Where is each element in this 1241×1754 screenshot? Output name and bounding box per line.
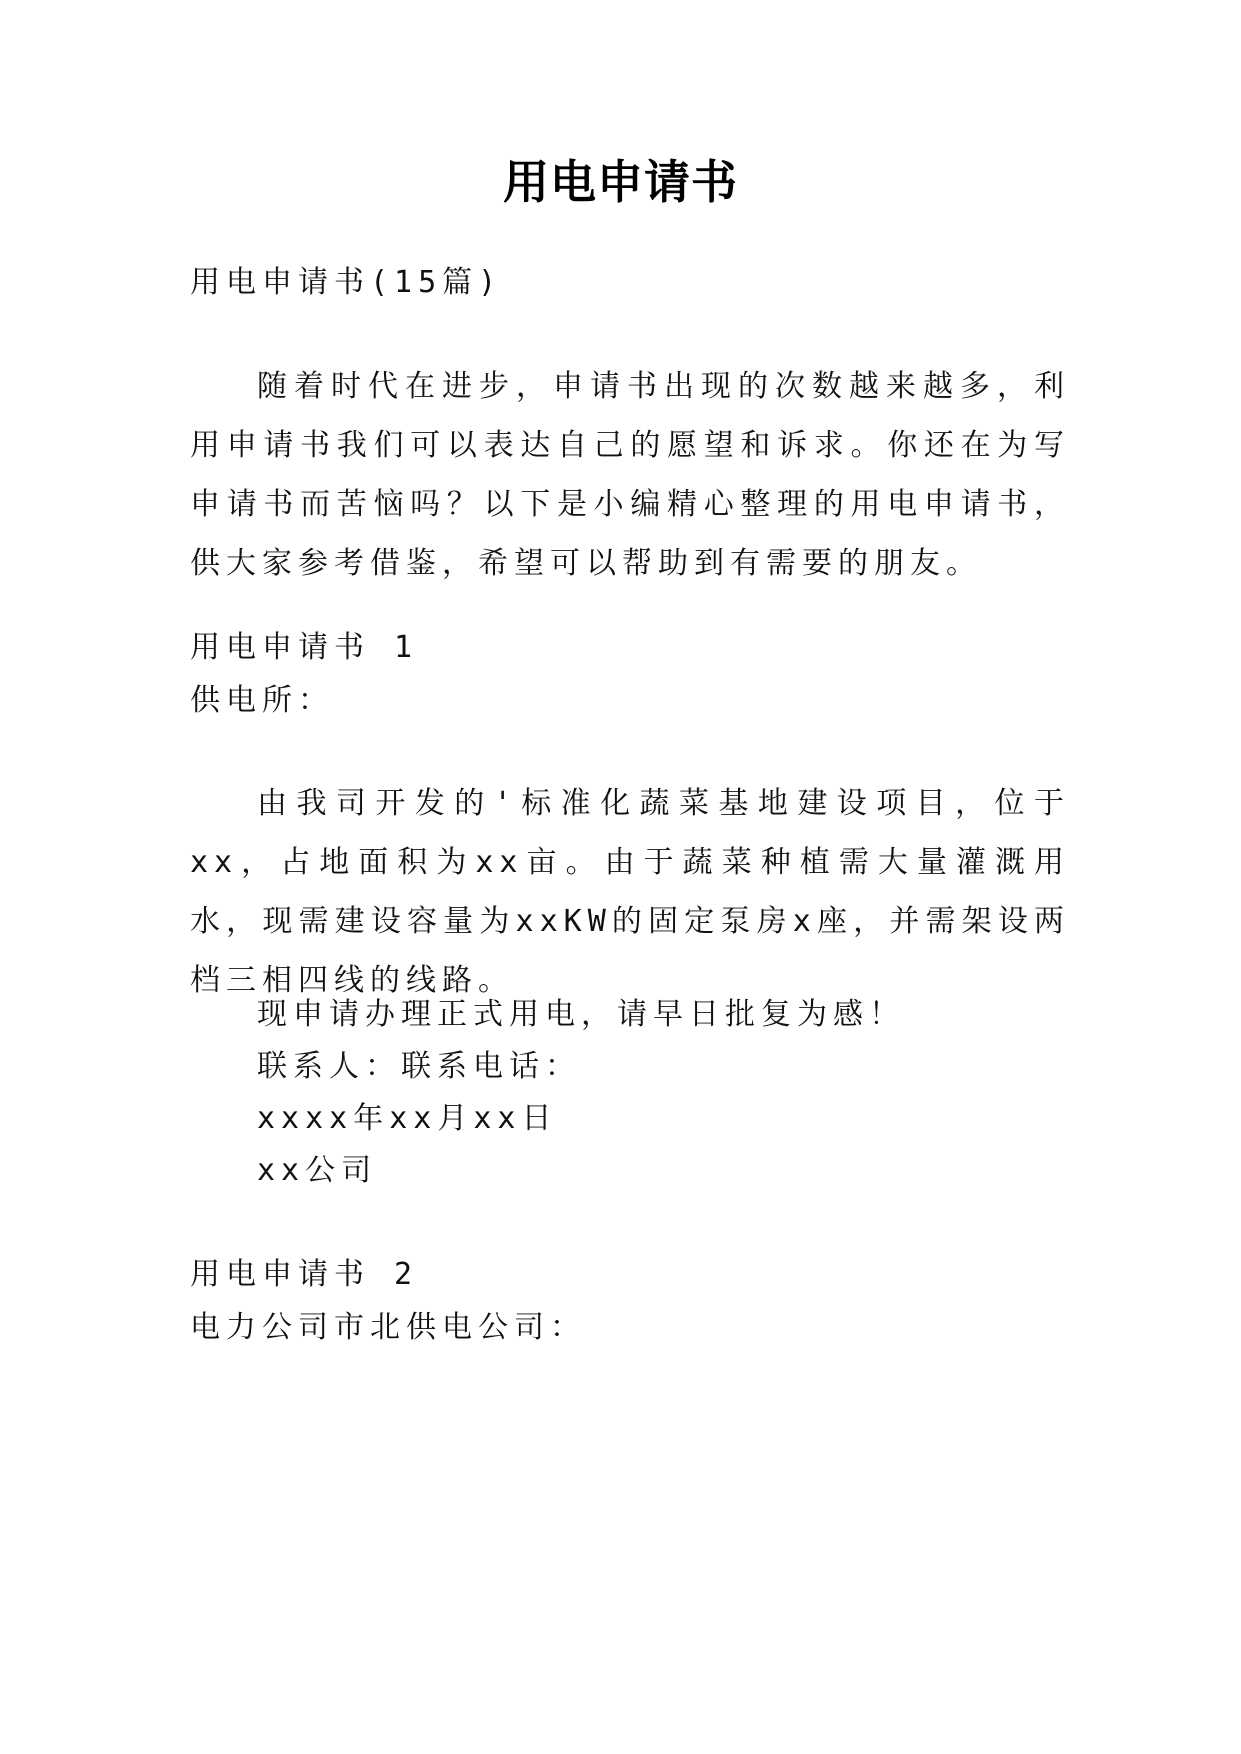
letter1-contact: 联系人：联系电话： [257,1049,581,1084]
letter2-salutation: 电力公司市北供电公司： [190,1310,586,1345]
letter1-body: 由我司开发的'标准化蔬菜基地建设项目，位于xx，占地面积为xx亩。由于蔬菜种植需大量灌溉用水，现需建设容量为xxKW的固定泵房x座，并需架设两档三相四线的线路。 [190,786,1070,998]
letter1-company: xx公司 [257,1153,378,1188]
document-title: 用电申请书 [503,155,738,209]
letter1-heading: 用电申请书 1 [190,630,419,665]
letter2-heading: 用电申请书 2 [190,1257,419,1292]
letter1-date: xxxx年xx月xx日 [257,1101,558,1136]
document-subtitle: 用电申请书(15篇) [190,265,503,300]
intro-paragraph: 随着时代在进步，申请书出现的次数越来越多，利用申请书我们可以表达自己的愿望和诉求。你还在为写申请书而苦恼吗？以下是小编精心整理的用电申请书，供大家参考借鉴，希望可以帮助到有需要的朋友。 [190,369,1070,581]
letter1-request: 现申请办理正式用电，请早日批复为感！ [257,997,905,1032]
letter1-salutation: 供电所： [190,683,334,718]
